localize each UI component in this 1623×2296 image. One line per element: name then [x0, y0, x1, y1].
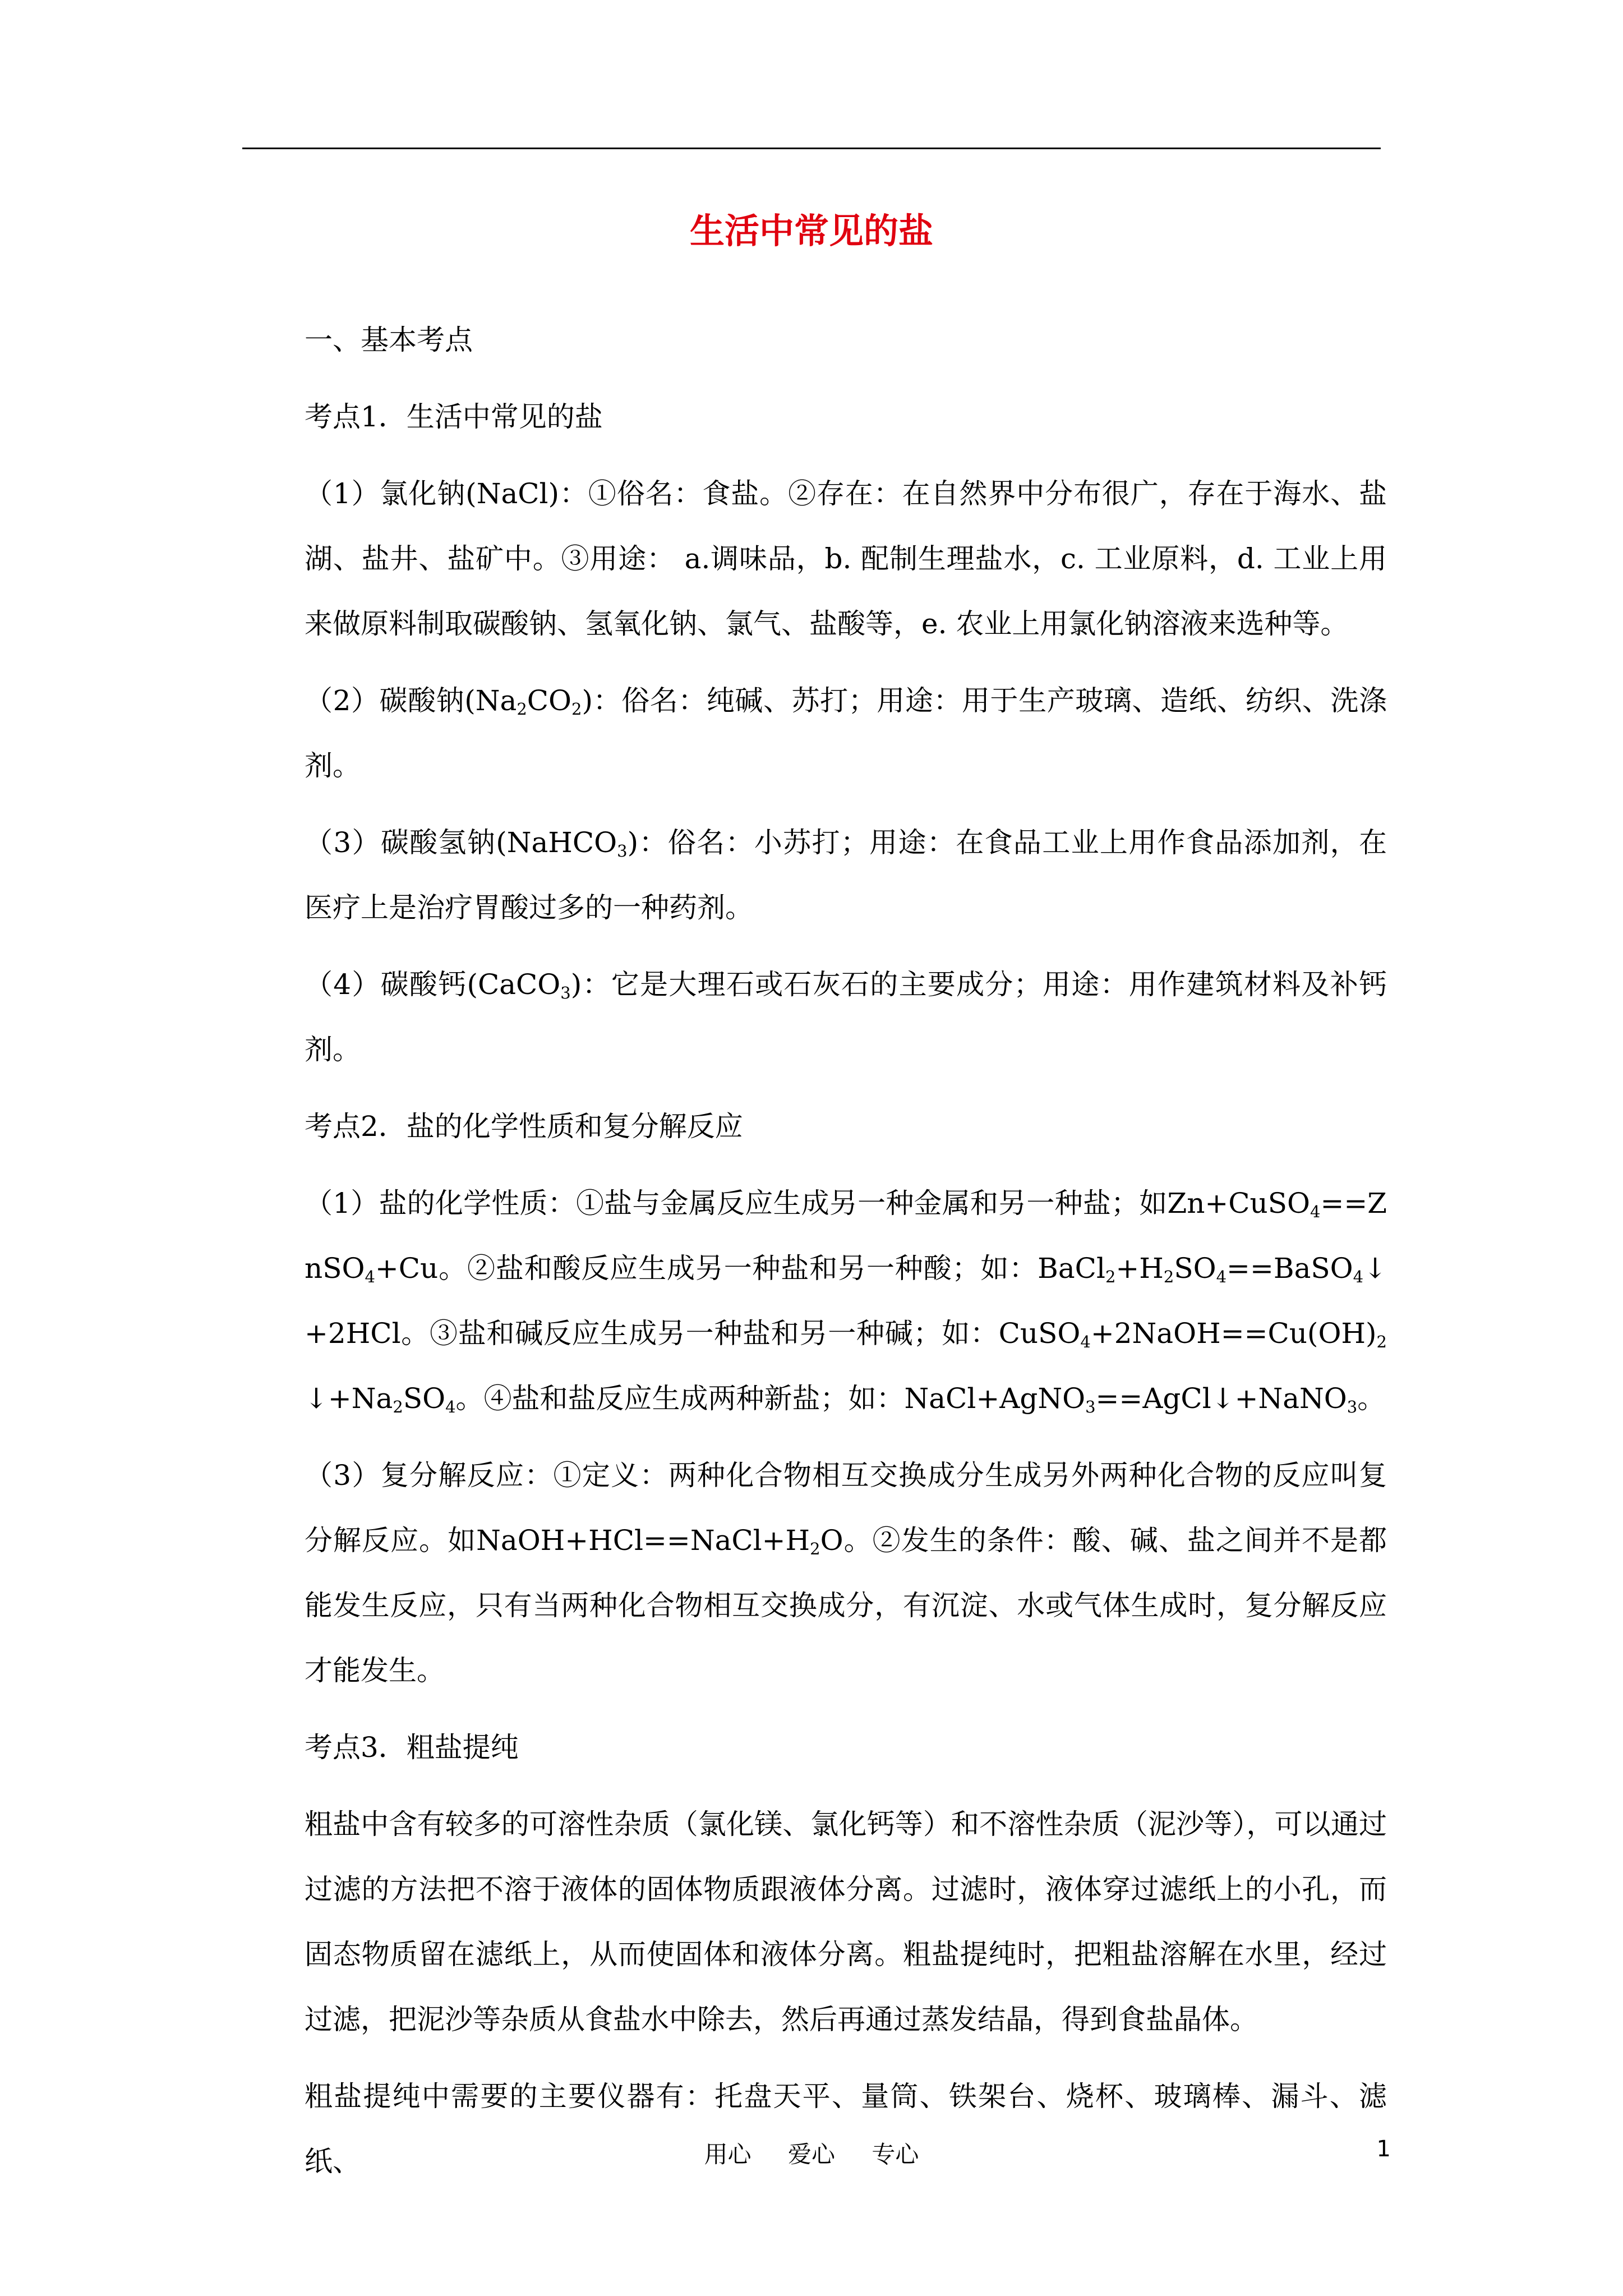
- document-title: 生活中常见的盐: [689, 210, 933, 251]
- page-number: 1: [1376, 2136, 1391, 2162]
- paragraph: （1）氯化钠(NaCl)：①俗名：食盐。②存在：在自然界中分布很广，存在于海水、盐湖、盐井、盐矿中。③用途： a.调味品，b. 配制生理盐水，c. 工业原料，d. 工业上用来做原料制取碳酸钠、氢氧化钠、氯气、盐酸等，e. 农业上用氯化钠溶液来选种等。: [305, 477, 1387, 640]
- section-heading: 考点1．生活中常见的盐: [305, 401, 603, 433]
- paragraph: （3）复分解反应：①定义：两种化合物相互交换成分生成另外两种化合物的反应叫复分解反应。如$NaOH+HCl==NaCl+H_2O$。②发生的条件：酸、碱、盐之间并不是都能发生反应，只有当两种化合物相互交换成分，有沉淀、水或气体生成时，复分解反应才能发生。: [305, 1459, 1387, 1687]
- section-heading: 一、基本考点: [305, 324, 473, 356]
- footer-motto: 用心: [704, 2141, 751, 2168]
- footer-motto: 爱心: [787, 2141, 835, 2168]
- paragraph: （2）碳酸钠$(Na_2CO_2)$：俗名：纯碱、苏打；用途：用于生产玻璃、造纸、纺织、洗涤剂。: [305, 684, 1387, 782]
- document-body: [305, 307, 1387, 2206]
- section-heading: 考点2．盐的化学性质和复分解反应: [305, 1110, 743, 1143]
- paragraph: （3）碳酸氢钠(NaHCO$_3$)：俗名：小苏打；用途：在食品工业上用作食品添加剂，在医疗上是治疗胃酸过多的一种药剂。: [305, 826, 1387, 924]
- paragraph: 粗盐提纯中需要的主要仪器有：托盘天平、量筒、铁架台、烧杯、玻璃棒、漏斗、滤纸、: [305, 2080, 1387, 2178]
- paragraph: 粗盐中含有较多的可溶性杂质（氯化镁、氯化钙等）和不溶性杂质（泥沙等），可以通过过滤的方法把不溶于液体的固体物质跟液体分离。过滤时，液体穿过滤纸上的小孔，而固态物质留在滤纸上，从而使固体和液体分离。粗盐提纯时，把粗盐溶解在水里，经过过滤，把泥沙等杂质从食盐水中除去，然后再通过蒸发结晶，得到食盐晶体。: [305, 1808, 1387, 2036]
- paragraph: （1）盐的化学性质：①盐与金属反应生成另一种金属和另一种盐；如Zn+CuSO$_4$==ZnSO$_4$+Cu。②盐和酸反应生成另一种盐和另一种酸；如：$BaCl_2+H_2SO_4==BaSO_4↓+2HCl$。③盐和碱反应生成另一种盐和另一种碱；如：$CuSO_4+2NaOH==Cu(OH)_2↓+Na_2SO_4$。④盐和盐反应生成两种新盐；如：NaCl+AgNO$_3$==AgCl↓+NaNO$_3$。: [305, 1187, 1387, 1417]
- footer-motto: 专心: [872, 2141, 919, 2168]
- header-rule: [242, 148, 1381, 149]
- paragraph: （4）碳酸钙(CaCO$_3$)：它是大理石或石灰石的主要成分；用途：用作建筑材料及补钙剂。: [305, 968, 1387, 1066]
- section-heading: 考点3．粗盐提纯: [305, 1731, 519, 1764]
